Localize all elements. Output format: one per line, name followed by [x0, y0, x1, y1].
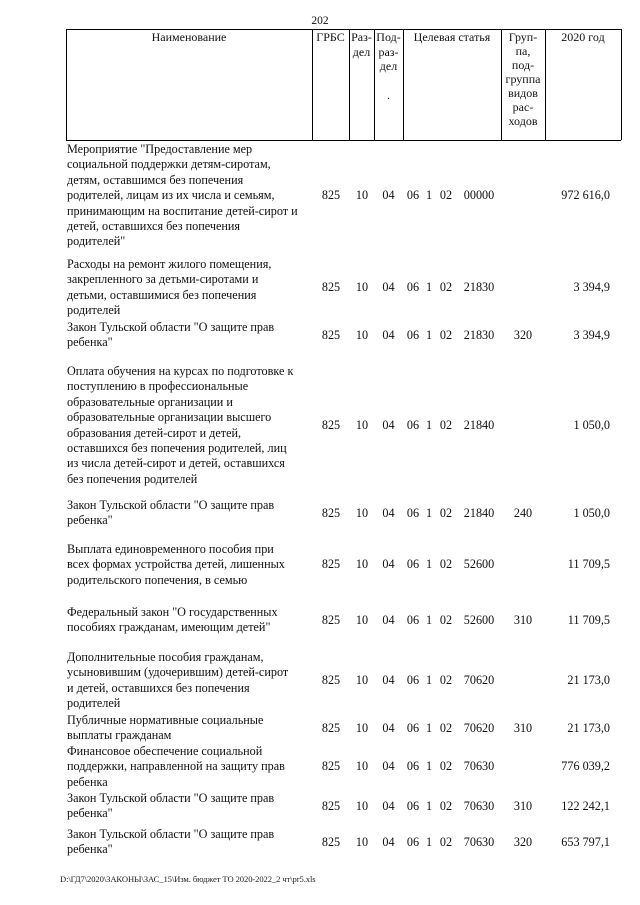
- cell-cs-program: 06: [406, 417, 420, 432]
- cell-grbs: 825: [321, 557, 341, 572]
- cell-razdel: 10: [355, 798, 369, 813]
- cell-cs-event: 02: [439, 557, 453, 572]
- cell-name: Закон Тульской области "О защите прав ребенка": [67, 320, 275, 350]
- cell-amount-2020: 653 797,1: [561, 834, 610, 849]
- cell-amount-2020: 21 173,0: [567, 673, 610, 688]
- cell-cs-subprogram: 1: [425, 557, 433, 572]
- cell-cs-direction: 21830: [463, 327, 495, 342]
- cell-razdel: 10: [355, 834, 369, 849]
- cell-cs-subprogram: 1: [425, 759, 433, 774]
- cell-cs-event: 02: [439, 188, 453, 203]
- cell-podrazdel: 04: [382, 557, 395, 572]
- cell-grbs: 825: [321, 417, 341, 432]
- cell-cs-direction: 00000: [463, 188, 495, 203]
- cell-podrazdel: 04: [382, 280, 395, 295]
- table-row: [0, 364, 640, 487]
- cell-vid-rashodov: 310: [513, 612, 533, 627]
- cell-cs-event: 02: [439, 327, 453, 342]
- cell-cs-direction: 21840: [463, 417, 495, 432]
- cell-cs-program: 06: [406, 673, 420, 688]
- cell-cs-event: 02: [439, 759, 453, 774]
- cell-podrazdel: 04: [382, 327, 395, 342]
- cell-cs-program: 06: [406, 280, 420, 295]
- cell-name: Финансовое обеспечение социальной поддержки, направленной на защиту прав ребенка: [67, 744, 285, 789]
- cell-podrazdel: 04: [382, 505, 395, 520]
- cell-podrazdel: 04: [382, 612, 395, 627]
- cell-podrazdel: 04: [382, 188, 395, 203]
- cell-podrazdel: 04: [382, 798, 395, 813]
- cell-amount-2020: 972 616,0: [561, 188, 610, 203]
- cell-cs-direction: 70620: [463, 673, 495, 688]
- col-border: [403, 29, 404, 140]
- header-podrazdel: Под- раз- дел: [376, 30, 401, 73]
- cell-grbs: 825: [321, 505, 341, 520]
- cell-grbs: 825: [321, 327, 341, 342]
- cell-name: Публичные нормативные социальные выплаты гражданам: [67, 713, 264, 743]
- cell-cs-event: 02: [439, 673, 453, 688]
- col-border: [312, 29, 313, 140]
- table-row: [0, 498, 640, 529]
- cell-amount-2020: 1 050,0: [573, 505, 610, 520]
- cell-razdel: 10: [355, 612, 369, 627]
- footer-file-path: D:\ГД7\2020\ЗАКОНЫ\ЗАС_15\Изм. бюджет ТО 2020-2022_2 чт\pr5.xls: [60, 874, 316, 884]
- table-row: [0, 542, 640, 588]
- cell-grbs: 825: [321, 673, 341, 688]
- cell-razdel: 10: [355, 505, 369, 520]
- cell-cs-program: 06: [406, 798, 420, 813]
- cell-razdel: 10: [355, 557, 369, 572]
- cell-amount-2020: 776 039,2: [561, 759, 610, 774]
- header-tselevaya-statya: Целевая статья: [413, 30, 491, 44]
- cell-vid-rashodov: 320: [513, 327, 533, 342]
- table-row: [0, 827, 640, 858]
- cell-amount-2020: 3 394,9: [573, 280, 610, 295]
- table-row: [0, 142, 640, 250]
- cell-grbs: 825: [321, 798, 341, 813]
- cell-vid-rashodov: 320: [513, 834, 533, 849]
- cell-cs-subprogram: 1: [425, 612, 433, 627]
- col-border: [66, 29, 67, 140]
- header-razdel: Раз- дел: [351, 30, 372, 59]
- cell-podrazdel: 04: [382, 417, 395, 432]
- table-row: [0, 320, 640, 351]
- header-name: Наименование: [151, 30, 227, 44]
- cell-cs-direction: 52600: [463, 612, 495, 627]
- cell-vid-rashodov: 310: [513, 720, 533, 735]
- cell-name: Закон Тульской области "О защите прав ребенка": [67, 791, 275, 821]
- header-grbs: ГРБС: [316, 30, 345, 44]
- table-row: [0, 650, 640, 712]
- cell-cs-subprogram: 1: [425, 188, 433, 203]
- cell-podrazdel: 04: [382, 720, 395, 735]
- cell-razdel: 10: [355, 327, 369, 342]
- cell-cs-program: 06: [406, 720, 420, 735]
- cell-amount-2020: 11 709,5: [567, 612, 610, 627]
- cell-cs-program: 06: [406, 557, 420, 572]
- cell-name: Мероприятие "Предоставление мер социальной поддержки детям-сиротам, детям, оставшимся без попечения родителей, лицам из их числа и семьям, принимающим на воспитание детей-сирот и детей, оставшихся без попечения родителей": [67, 142, 298, 249]
- cell-podrazdel: 04: [382, 834, 395, 849]
- table-row: [0, 257, 640, 319]
- cell-cs-event: 02: [439, 720, 453, 735]
- cell-cs-subprogram: 1: [425, 834, 433, 849]
- cell-podrazdel: 04: [382, 759, 395, 774]
- cell-name: Дополнительные пособия гражданам, усыновившим (удочерившим) детей-сирот и детей, оставшихся без попечения родителей: [67, 650, 289, 711]
- cell-cs-program: 06: [406, 188, 420, 203]
- cell-cs-event: 02: [439, 505, 453, 520]
- cell-amount-2020: 21 173,0: [567, 720, 610, 735]
- cell-amount-2020: 3 394,9: [573, 327, 610, 342]
- cell-cs-event: 02: [439, 280, 453, 295]
- cell-razdel: 10: [355, 720, 369, 735]
- cell-name: Закон Тульской области "О защите прав ребенка": [67, 498, 275, 528]
- cell-name: Оплата обучения на курсах по подготовке к поступлению в профессиональные образовательные организации и образовательные организации высшего образования детей-сирот и детей, оставшихся без попечения родителей, лиц из числа детей-сирот и детей, оставшихся без попечения родителей: [67, 364, 294, 486]
- cell-cs-event: 02: [439, 798, 453, 813]
- cell-cs-direction: 52600: [463, 557, 495, 572]
- table-row: [0, 791, 640, 822]
- header-gruppa-vidov-rashodov: Груп- па, под- группа видов рас- ходов: [505, 30, 541, 128]
- cell-cs-subprogram: 1: [425, 505, 433, 520]
- header-podrazdel-mark: .: [387, 88, 390, 102]
- cell-vid-rashodov: 240: [513, 505, 533, 520]
- cell-amount-2020: 122 242,1: [561, 798, 610, 813]
- cell-cs-direction: 21840: [463, 505, 495, 520]
- cell-cs-direction: 70630: [463, 798, 495, 813]
- cell-cs-direction: 70630: [463, 834, 495, 849]
- cell-grbs: 825: [321, 759, 341, 774]
- cell-razdel: 10: [355, 759, 369, 774]
- cell-name: Выплата единовременного пособия при всех формах устройства детей, лишенных родительского попечения, в семью: [67, 542, 285, 587]
- cell-cs-event: 02: [439, 417, 453, 432]
- cell-razdel: 10: [355, 188, 369, 203]
- table-row: [0, 605, 640, 636]
- cell-grbs: 825: [321, 612, 341, 627]
- cell-cs-program: 06: [406, 612, 420, 627]
- cell-cs-event: 02: [439, 834, 453, 849]
- cell-razdel: 10: [355, 280, 369, 295]
- cell-cs-program: 06: [406, 327, 420, 342]
- cell-amount-2020: 11 709,5: [567, 557, 610, 572]
- cell-podrazdel: 04: [382, 673, 395, 688]
- cell-amount-2020: 1 050,0: [573, 417, 610, 432]
- cell-cs-direction: 21830: [463, 280, 495, 295]
- cell-name: Федеральный закон "О государственных пособиях гражданам, имеющим детей": [67, 605, 278, 635]
- cell-cs-subprogram: 1: [425, 280, 433, 295]
- header-year: 2020 год: [561, 30, 605, 44]
- cell-cs-direction: 70630: [463, 759, 495, 774]
- col-border: [621, 29, 622, 140]
- cell-grbs: 825: [321, 280, 341, 295]
- cell-cs-program: 06: [406, 759, 420, 774]
- cell-cs-event: 02: [439, 612, 453, 627]
- cell-razdel: 10: [355, 673, 369, 688]
- cell-grbs: 825: [321, 720, 341, 735]
- cell-cs-subprogram: 1: [425, 798, 433, 813]
- cell-cs-subprogram: 1: [425, 327, 433, 342]
- cell-razdel: 10: [355, 417, 369, 432]
- cell-name: Закон Тульской области "О защите прав ребенка": [67, 827, 275, 857]
- cell-name: Расходы на ремонт жилого помещения, закрепленного за детьми-сиротами и детьми, оставшимися без попечения родителей: [67, 257, 272, 318]
- cell-grbs: 825: [321, 834, 341, 849]
- table-row: [0, 713, 640, 744]
- cell-vid-rashodov: 310: [513, 798, 533, 813]
- cell-cs-subprogram: 1: [425, 673, 433, 688]
- page-number: 202: [311, 15, 329, 27]
- cell-cs-direction: 70620: [463, 720, 495, 735]
- cell-cs-program: 06: [406, 505, 420, 520]
- cell-grbs: 825: [321, 188, 341, 203]
- header-bottom-border: [66, 140, 621, 141]
- cell-cs-program: 06: [406, 834, 420, 849]
- table-row: [0, 744, 640, 790]
- cell-cs-subprogram: 1: [425, 720, 433, 735]
- cell-cs-subprogram: 1: [425, 417, 433, 432]
- col-border: [545, 29, 546, 140]
